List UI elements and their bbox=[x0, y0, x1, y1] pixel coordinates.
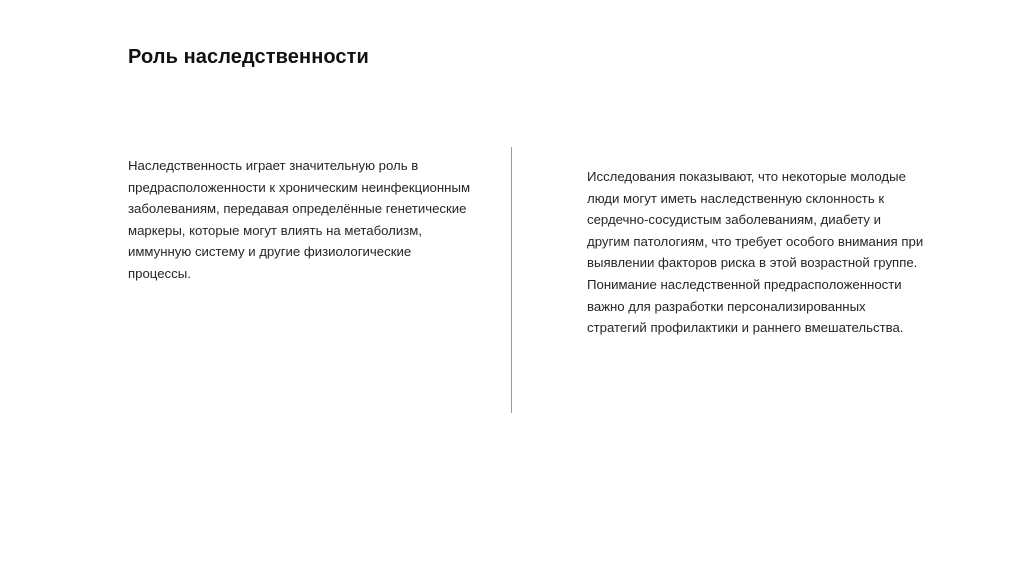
left-column-text: Наследственность играет значительную роль в предрасположенности к хроническим неинфекционным заболеваниям, передавая определённые генетические маркеры, которые могут влиять на метаболизм, иммунную систему и другие физиологические процессы. bbox=[128, 158, 471, 281]
right-column-text: Исследования показывают, что некоторые молодые люди могут иметь наследственную склонность к сердечно-сосудистым заболеваниям, диабету и другим патологиям, что требует особого внимания при выявлении факторов риска в этой возрастной группе. Понимание наследственной предрасположенности важно для разработки персонализированных стратегий профилактики и раннего вмешательства. bbox=[587, 169, 924, 336]
column-divider bbox=[511, 147, 512, 413]
slide-title: Роль наследственности bbox=[128, 46, 369, 68]
